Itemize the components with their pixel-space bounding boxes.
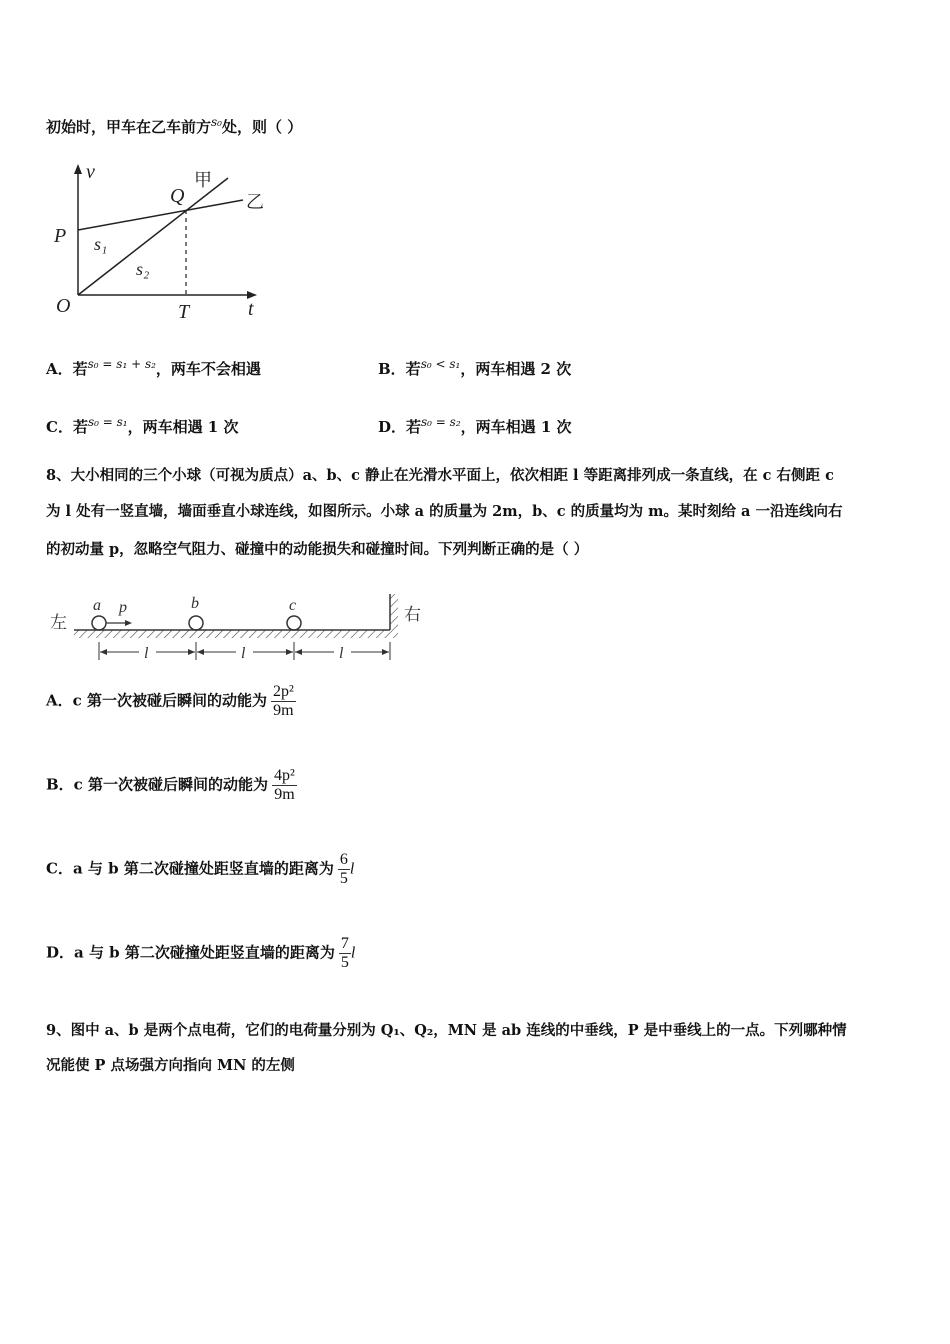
q7-option-a[interactable]: [46, 358, 261, 379]
label-jia: 甲: [194, 170, 212, 190]
label-O: O: [56, 295, 71, 317]
q7-d-label: D．若: [378, 418, 422, 436]
ball-c: [287, 616, 301, 630]
ground-hatch: [74, 630, 390, 638]
q8-d-den: 5: [340, 954, 349, 971]
label-t: t: [248, 298, 254, 320]
label-left: 左: [50, 613, 67, 632]
q8-a-fraction: [271, 683, 296, 720]
label-b: b: [191, 595, 199, 612]
q8-c-num: 6: [339, 851, 348, 868]
q7-c-label: C．若: [46, 418, 88, 436]
intro-s0: s₀: [211, 115, 222, 129]
q8-b-num: 4p²: [274, 767, 295, 784]
dim-arrow-3: [197, 649, 204, 655]
q8-line-1: 8、大小相同的三个小球（可视为质点）a、b、c 静止在光滑水平面上，依次相距 l 等距离排列成一条直线，在 c 右侧距 c: [46, 467, 834, 484]
q7-a-expr: s₀ = s₁ + s₂: [87, 357, 156, 371]
q7-option-b[interactable]: [378, 358, 571, 379]
q8-a-num: 2p²: [273, 683, 294, 700]
dim-arrow-5: [295, 649, 302, 655]
q7-c-expr: s₀ = s₁: [87, 415, 128, 429]
q8-option-c[interactable]: [46, 851, 354, 888]
q7-b-expr: s₀ < s₁: [420, 357, 461, 371]
label-yi: 乙: [246, 192, 264, 212]
vt-graph: [48, 160, 278, 325]
ball-wall-figure: [44, 588, 434, 668]
q7-b-label: B．若: [378, 360, 421, 378]
q8-line-2: 为 l 处有一竖直墙，墙面垂直小球连线，如图所示。小球 a 的质量为 2m，b、c 的质量均为 m。某时刻给 a 一沿连线向右: [46, 503, 843, 520]
wall-hatch: [390, 594, 398, 638]
q7-a-label: A．若: [46, 360, 88, 378]
q7-c-tail: ，两车相遇 1 次: [127, 418, 239, 436]
q8-c-tail: l: [349, 860, 355, 878]
label-v: v: [86, 161, 95, 183]
intro-line: [46, 116, 302, 137]
q7-b-tail: ，两车相遇 2 次: [460, 360, 572, 378]
q8-d-tail: l: [350, 944, 356, 962]
label-l-3: l: [339, 645, 344, 662]
label-c: c: [289, 597, 297, 614]
q8-a-den: 9m: [273, 702, 294, 719]
label-l-2: l: [241, 645, 246, 662]
momentum-arrowhead: [125, 620, 132, 626]
q8-b-den: 9m: [274, 786, 295, 803]
q8-c-den: 5: [339, 870, 348, 887]
q8-c-text: C．a 与 b 第二次碰撞处距竖直墙的距离为: [46, 859, 334, 878]
q8-d-num: 7: [340, 935, 349, 952]
q7-d-expr: s₀ = s₂: [421, 415, 461, 429]
q8-a-text: A．c 第一次被碰后瞬间的动能为: [46, 691, 267, 710]
ball-b: [189, 616, 203, 630]
q8-d-fraction: [339, 935, 351, 972]
q8-b-fraction: [272, 767, 297, 804]
label-l-1: l: [144, 645, 149, 662]
ball-a: [92, 616, 106, 630]
q8-option-b[interactable]: [46, 767, 297, 804]
dim-arrow-2: [188, 649, 195, 655]
label-p: p: [119, 599, 127, 616]
label-Q: Q: [170, 185, 185, 207]
q7-option-d[interactable]: [378, 416, 572, 437]
dim-arrow-1: [100, 649, 107, 655]
q7-d-tail: ，两车相遇 1 次: [460, 418, 572, 436]
q9-line-2: 况能使 P 点场强方向指向 MN 的左侧: [46, 1057, 295, 1074]
intro-before: 初始时，甲车在乙车前方: [46, 118, 212, 136]
q9-line-1: 9、图中 a、b 是两个点电荷，它们的电荷量分别为 Q₁、Q₂，MN 是 ab 连线的中垂线，P 是中垂线上的一点。下列哪种情: [46, 1022, 847, 1039]
v-axis-arrow: [74, 164, 82, 174]
dim-arrow-6: [382, 649, 389, 655]
dim-arrow-4: [286, 649, 293, 655]
label-T: T: [178, 301, 190, 323]
label-P: P: [54, 225, 67, 247]
line-yi: [78, 200, 243, 230]
label-a: a: [93, 597, 101, 614]
q7-a-tail: ，两车不会相遇: [155, 360, 261, 378]
q8-d-text: D．a 与 b 第二次碰撞处距竖直墙的距离为: [46, 943, 335, 962]
q8-line-3: 的初动量 p，忽略空气阻力、碰撞中的动能损失和碰撞时间。下列判断正确的是（ ）: [46, 541, 589, 558]
q8-option-d[interactable]: [46, 935, 355, 972]
q8-c-fraction: [338, 851, 350, 888]
intro-after: 处，则（ ）: [221, 118, 303, 136]
q8-b-text: B．c 第一次被碰后瞬间的动能为: [46, 775, 269, 794]
label-s2: s₂: [136, 259, 150, 279]
q7-option-c[interactable]: [46, 416, 238, 437]
label-s1: s₁: [94, 234, 108, 254]
q8-option-a[interactable]: [46, 683, 296, 720]
label-right: 右: [404, 605, 421, 624]
